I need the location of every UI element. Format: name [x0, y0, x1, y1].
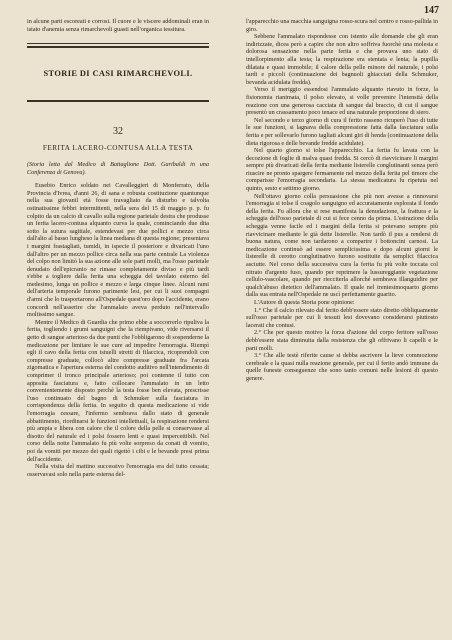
paragraph: Mentre il Medico di Guardia che primo ebbe a soccorrerlo ripuliva la ferita, togliendo i grumi sanguigni che la riempivano, vide riversarsi il getto di sangue arterioso da due punti che l'obbligarono di sospenderne la medicazione per limitare le sue cure ad impedire l'emorragia. Riempì egli il cavo della ferita con istuelli stretti di filaccica, ricoprendoli con compresse graduate, collocò altre compresse graduate fra l'arcata zigomatica e l'apertura esterna del condotto auditivo nell'intendimento di comprimer il tronco principale arterioso; poi contenne il tutto con apposita fasciatura e, fatto collocare l'ammalato in un letto convenientemente disposto perchè la testa fosse ben elevata, prescrisse l'uso continuato del bagno di Schmuker sulla fasciatura in corrispondenza della ferita. In seguito di questa medicazione si vide l'emorragia cessare, l'infermo sembrava dallo stato di generale abbattimento, riordinarsi le funzioni intellettuali, la respirazione rendersi più ampia e libera con calore che il colore della pelle si conservasse al disotto del naturale ed i polsi fossero lenti e quasi impercettibili. Nel corso della notte l'ammalato fu più volte sorpreso da conati di vomito, poi da vomiti per mezzo dei quali rigettò i cibi e le bevande presi prima dell'accidente.: [27, 318, 209, 463]
section-rule-bottom-double: [27, 100, 209, 102]
paragraph: L'Autore di questa Storia pone opinione:: [254, 298, 355, 306]
paragraph: Nel secondo e terzo giorno di cura il ferito rasseno ricuperò l'uso di tutte le sue funzioni, si lagnava della compressione fatta dalla fasciatura sulla ferita e per sollevarlo furono tagliati alcuni giri di benda (continuazione della dieta rigorosa e delle bevande fredde acidulate).: [246, 116, 438, 147]
paragraph: Nella visita del mattino successivo l'emorragia era del tutto cessata; osservavasi solo nella parte esterna del-: [27, 463, 209, 478]
section-title: STORIE DI CASI RIMARCHEVOLI.: [43, 69, 193, 79]
case-number: 32: [113, 125, 123, 137]
left-column: [27, 18, 209, 634]
paragraph: Nell'ottavo giorno colla persuasione che più non avesse a rinnovarsi l'emorragia si tolse il coagolo sanguigno ed accuratamente esplorata il fondo della ferita. Fu allora che si rese manifesta la denudazione, la frattura e la scheggia dell'osso parietale di cui si fece cenno da prima. L'estrazione della scheggia venne facile ed i margini della ferita si potevano sempre più riavvicinare mediante le già dette listerelle. Non tardò il pus a rendersi di buona natura, come non tardarono a comparire i bottoncini carnosi. La medicazione continuò ad essere semplicissima e dopo alcuni giorni le listerelle di cerotto conglutinativo furono sostituite da semplici filaccica asciutte. Nel corso della successiva cura la ferita fu più volte toccata col nitrato d'argento fuso, quando per reprimere la lussureggiante vegetazione cellulo-vascolare, quando per riecciterla allorché sembrava illanguidire per qualch'abuso dietetico dell'ammalato. Il quale nel trentesimoquarto giorno dalla sua entrata nell'Ospedale ne uscì perfettamente guarito.: [246, 192, 438, 299]
paragraph: Eusebio Enrico soldato nei Cavalleggieri di Monferrato, della Provincia d'Ivrea, d'anni 26, di sana e robusta costituzione quantunque nella sua giovanil età fosse travagliato da disturbo e talvolta ostinatissime febbri intermittenti, nella sera del 15 di maggio p. p. fu colpito da un calcio di cavallo sulla regione parietale destra che produsse un ferita lacero-contusa alquanto curva la quale, cominciando due dita sotto la sutura sagittale, estendevasi per due pollici e mezzo circa dall'alto al basso lungheso la linea mediana di questa regione; presentava i margini frastagliati, tumidi, in ispecie il posteriore e divaricati l'uno dall'altro per un mezzo pollice circa nella sua parte centrale La violenza del colpo non limitò la sua azione alle sole parti molli, ma l'osso parietale denudato dell'epicranio ne rimase completamente diviso e più tardi s'ebbe a togliere dalla ferita una scheggia del tavolato esterno del medesimo, lunga un pollice e mezzo e larga cinque linee. Alcuni rami dell'arteria temporale furono parimente lesi, per cui li suoi compagni d'armi che lo trasportarono all'Ospedale quest'oro dopo l'accidente, erano concordi nell'asserire che l'ammalato aveva perduto nell'intervallo moltissimo sangue.: [27, 182, 209, 319]
paragraph: Verso il meriggio essendosi l'ammalato alquanto riavuto in forze, la fisionomia rianimata, il polso elevato, si volle prevenire l'intensità della reazione con una generosa cacciata di sangue dal braccio, di cui il sangue presentò un crassamento poco tenace ed una naturale proporzione di siero.: [246, 86, 438, 117]
paragraph: Nel quarto giorno si tolse l'apparecchio. La ferita fu lavata con la decozione di foglie di malva quasi fredda. Si cercò di riavvicinare li margini sempre più divaricati della ferita mediante listerelle conglutinanti senza però riuscire ne pronto spargere fermamente nel mezzo della ferita pel timore che comparisse l'emorragia secondaria. La stessa medicatura fu ripetuta nel quinto, sesto e settimo giorno.: [246, 147, 438, 193]
case-subtitle: (Storia letta dal Medico di Battaglione Dott. Garibaldi in una Conferenza di Genova).: [27, 160, 209, 176]
section-rule-top: [27, 43, 209, 44]
conclusion-item: 3.° Che alle testè riferite cause si debba ascrivere la lieve commozione cerebrale e la quasi nulla reazione generale, per cui il ferito andò immune da quelle funeste conseguenze che sono tanto comuni nelle lesioni di questo genere.: [246, 352, 438, 382]
paragraph: Sebbene l'ammalato rispondesse con istento alle domande che gli eran indirizzate, dicea però a capire che non altro soffriva fuorchè una molesta e dolorosa sensazione nella parte ferita e che provava uno stato di intellorpimento alla testa; la respirazione era stentata e lenta; la pupilla dilatata e quasi immobile; il calore della pelle minore del naturale, i polsi tardi e piccoli (continuazione dei bagnuoli ghiacciati della Schmuker, bevanda acidulata fredda).: [246, 33, 438, 86]
page-number: 147: [424, 5, 439, 16]
right-column: [246, 18, 438, 634]
paragraph: l'apparecchio una macchia sanguigna rosso-scura nel centro e rosso-pallida in giro.: [246, 18, 438, 33]
conclusion-item: 1.° Che il calcio rilevato dal ferito debb'essere stato diretto obbliquamente sull'osso parietale per cui li tessuti lesi dovevano considerarsi piuttosto lacerati che contusi.: [246, 306, 438, 329]
section-rule-top-double: [27, 46, 209, 48]
conclusion-item: 2.° Che per questo motivo la forza d'azione del corpo feritore sull'osso debb'essere stata diminuita dalla resistenza che gli offrivano li capelli e le parti molli.: [246, 329, 438, 352]
intro-text: in alcune parti escoreati e corrosi. Il cuore e le viscere addominali eran in istato d'anemia senza rimarchevoli guasti nell'organica tessitura.: [27, 18, 209, 33]
case-title: FERITA LACERO-CONTUSA ALLA TESTA: [42, 144, 194, 153]
